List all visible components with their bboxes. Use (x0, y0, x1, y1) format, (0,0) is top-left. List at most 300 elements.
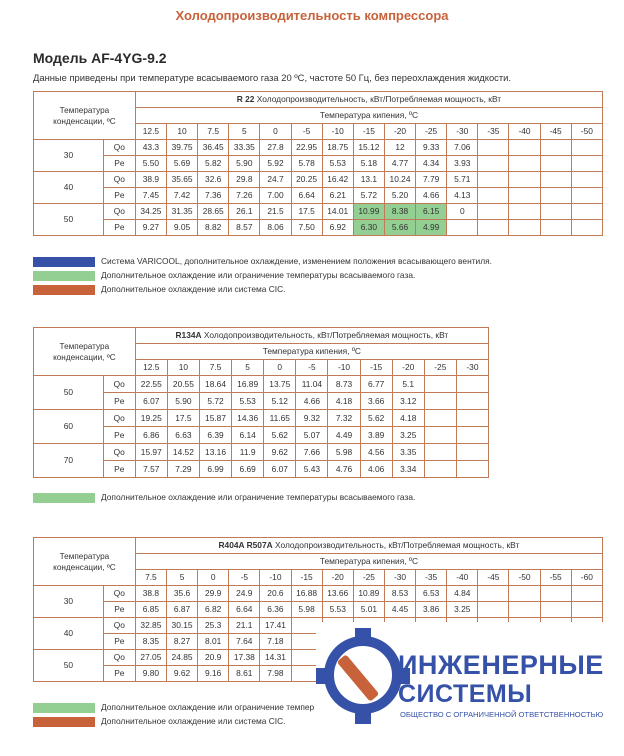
evaporating-temp-cell: -35 (478, 124, 509, 140)
value-cell: 13.16 (199, 444, 231, 461)
value-cell: 17.38 (229, 650, 260, 666)
value-cell (424, 376, 456, 393)
value-cell: 8.38 (384, 204, 415, 220)
value-cell: 11.04 (296, 376, 328, 393)
value-cell: 35.65 (166, 172, 197, 188)
legend-swatch (33, 493, 95, 503)
value-cell (478, 156, 509, 172)
value-cell: 27.05 (135, 650, 166, 666)
condensing-temp-cell: 50 (34, 650, 104, 682)
legend-swatch (33, 717, 95, 727)
row-label: Qo (103, 172, 135, 188)
value-cell: 5.90 (229, 156, 260, 172)
page-title: Холодопроизводительность компрессора (175, 8, 449, 23)
value-cell: 8.73 (328, 376, 360, 393)
row-label: Qo (103, 586, 135, 602)
value-cell (509, 188, 540, 204)
value-cell: 5.43 (296, 461, 328, 478)
evaporating-temp-cell: -40 (509, 124, 540, 140)
value-cell (540, 220, 571, 236)
value-cell: 5.07 (296, 427, 328, 444)
value-cell (478, 602, 509, 618)
condensing-temp-cell: 30 (34, 586, 104, 618)
value-cell (509, 586, 540, 602)
evaporating-temp-header: Температура кипения, ºС (135, 554, 602, 570)
value-cell: 19.25 (135, 410, 167, 427)
value-cell (478, 586, 509, 602)
value-cell: 29.8 (229, 172, 260, 188)
value-cell: 4.76 (328, 461, 360, 478)
value-cell (478, 204, 509, 220)
condensing-temp-cell: 50 (34, 376, 104, 410)
value-cell: 4.49 (328, 427, 360, 444)
condensing-temp-header: Температура конденсации, ºС (34, 538, 136, 586)
row-label: Qo (103, 444, 135, 461)
value-cell: 6.15 (416, 204, 447, 220)
evaporating-temp-cell: 5 (229, 124, 260, 140)
value-cell: 4.56 (360, 444, 392, 461)
evaporating-temp-cell: -35 (416, 570, 447, 586)
value-cell: 3.25 (392, 427, 424, 444)
evaporating-temp-cell: 12.5 (135, 124, 166, 140)
row-label: Pe (103, 188, 135, 204)
value-cell: 6.82 (198, 602, 229, 618)
evaporating-temp-cell: -25 (353, 570, 384, 586)
value-cell: 4.99 (416, 220, 447, 236)
value-cell: 17.5 (167, 410, 199, 427)
evaporating-temp-cell: -55 (540, 570, 571, 586)
value-cell (456, 410, 488, 427)
value-cell: 38.9 (135, 172, 166, 188)
value-cell: 6.77 (360, 376, 392, 393)
row-label: Qo (103, 204, 135, 220)
value-cell: 15.12 (353, 140, 384, 156)
value-cell: 5.66 (384, 220, 415, 236)
value-cell: 9.27 (135, 220, 166, 236)
evaporating-temp-cell: -10 (260, 570, 291, 586)
legend-swatch (33, 271, 95, 281)
value-cell: 8.61 (229, 666, 260, 682)
value-cell: 4.45 (384, 602, 415, 618)
value-cell: 7.79 (416, 172, 447, 188)
value-cell: 7.57 (135, 461, 167, 478)
value-cell: 14.52 (167, 444, 199, 461)
value-cell: 5.53 (322, 156, 353, 172)
value-cell (540, 140, 571, 156)
value-cell: 7.32 (328, 410, 360, 427)
value-cell (571, 602, 602, 618)
value-cell: 7.36 (198, 188, 229, 204)
evaporating-temp-cell: -10 (322, 124, 353, 140)
value-cell: 10.99 (353, 204, 384, 220)
value-cell: 9.32 (296, 410, 328, 427)
value-cell: 4.34 (416, 156, 447, 172)
legend-text: Дополнительное охлаждение или ограничение температуры всасываемого газа. (101, 492, 416, 502)
value-cell (424, 461, 456, 478)
value-cell: 9.62 (264, 444, 296, 461)
value-cell: 35.6 (166, 586, 197, 602)
value-cell: 11.9 (232, 444, 264, 461)
value-cell (478, 220, 509, 236)
value-cell: 5.90 (167, 393, 199, 410)
value-cell: 7.26 (229, 188, 260, 204)
value-cell: 14.01 (322, 204, 353, 220)
value-cell: 5.50 (135, 156, 166, 172)
value-cell: 39.75 (166, 140, 197, 156)
value-cell: 4.18 (328, 393, 360, 410)
value-cell: 5.82 (198, 156, 229, 172)
value-cell (571, 172, 602, 188)
value-cell: 24.85 (166, 650, 197, 666)
value-cell: 4.66 (416, 188, 447, 204)
table-row (34, 204, 603, 220)
value-cell: 25.3 (198, 618, 229, 634)
value-cell: 6.85 (135, 602, 166, 618)
evaporating-temp-cell: 7.5 (199, 360, 231, 376)
value-cell (456, 444, 488, 461)
value-cell: 20.25 (291, 172, 322, 188)
table-row (34, 140, 603, 156)
evaporating-temp-cell: 7.5 (135, 570, 166, 586)
table-row (34, 156, 603, 172)
value-cell: 5.12 (264, 393, 296, 410)
value-cell (456, 427, 488, 444)
value-cell: 10.24 (384, 172, 415, 188)
evaporating-temp-cell: -15 (360, 360, 392, 376)
value-cell: 4.18 (392, 410, 424, 427)
value-cell: 32.6 (198, 172, 229, 188)
value-cell (571, 220, 602, 236)
value-cell: 5.92 (260, 156, 291, 172)
value-cell (509, 220, 540, 236)
value-cell: 5.1 (392, 376, 424, 393)
value-cell: 16.42 (322, 172, 353, 188)
value-cell: 20.9 (198, 650, 229, 666)
evaporating-temp-cell: 5 (232, 360, 264, 376)
evaporating-temp-cell: -5 (296, 360, 328, 376)
evaporating-temp-cell: 10 (167, 360, 199, 376)
value-cell: 28.65 (198, 204, 229, 220)
value-cell: 5.98 (328, 444, 360, 461)
value-cell (571, 156, 602, 172)
value-cell: 8.82 (198, 220, 229, 236)
value-cell (478, 172, 509, 188)
evaporating-temp-cell: -5 (291, 124, 322, 140)
value-cell: 5.01 (353, 602, 384, 618)
conditions-note: Данные приведены при температуре всасываемого газа 20 ºC, частоте 50 Гц, без переохлаждения жидкости. (33, 72, 511, 83)
value-cell: 6.36 (260, 602, 291, 618)
legend-text: Дополнительное охлаждение или ограничение темпер (101, 702, 315, 712)
table-row (34, 444, 489, 461)
value-cell (540, 172, 571, 188)
value-cell: 6.64 (229, 602, 260, 618)
row-label: Pe (103, 156, 135, 172)
evaporating-temp-cell: -15 (353, 124, 384, 140)
value-cell: 7.18 (260, 634, 291, 650)
value-cell (478, 140, 509, 156)
value-cell: 9.33 (416, 140, 447, 156)
table-row (34, 410, 489, 427)
r22-performance-table (33, 91, 603, 236)
value-cell (540, 188, 571, 204)
value-cell: 8.27 (166, 634, 197, 650)
value-cell: 6.07 (135, 393, 167, 410)
value-cell (509, 140, 540, 156)
value-cell: 9.16 (198, 666, 229, 682)
value-cell: 17.5 (291, 204, 322, 220)
value-cell: 38.8 (135, 586, 166, 602)
evaporating-temp-cell: 5 (166, 570, 197, 586)
value-cell: 24.7 (260, 172, 291, 188)
value-cell: 6.64 (291, 188, 322, 204)
row-label: Qo (103, 376, 135, 393)
model-title: Модель AF-4YG-9.2 (33, 50, 167, 66)
value-cell: 29.9 (198, 586, 229, 602)
evaporating-temp-cell: 7.5 (198, 124, 229, 140)
value-cell: 3.25 (447, 602, 478, 618)
company-logo (316, 622, 606, 734)
value-cell: 31.35 (166, 204, 197, 220)
evaporating-temp-cell: -20 (392, 360, 424, 376)
value-cell (509, 204, 540, 220)
value-cell: 5.78 (291, 156, 322, 172)
value-cell: 3.89 (360, 427, 392, 444)
row-label: Pe (103, 666, 135, 682)
value-cell (540, 586, 571, 602)
value-cell: 3.66 (360, 393, 392, 410)
row-label: Qo (103, 618, 135, 634)
value-cell: 5.62 (360, 410, 392, 427)
value-cell (447, 220, 478, 236)
value-cell: 6.69 (232, 461, 264, 478)
table-row (34, 586, 603, 602)
value-cell: 5.98 (291, 602, 322, 618)
value-cell: 4.84 (447, 586, 478, 602)
evaporating-temp-cell: -25 (416, 124, 447, 140)
value-cell: 10.89 (353, 586, 384, 602)
value-cell: 8.35 (135, 634, 166, 650)
value-cell (571, 188, 602, 204)
evaporating-temp-cell: 0 (264, 360, 296, 376)
logo-text-line1: ИНЖЕНЕРНЫЕ (398, 650, 604, 680)
value-cell: 6.86 (135, 427, 167, 444)
value-cell (424, 444, 456, 461)
evaporating-temp-header: Температура кипения, ºС (135, 344, 488, 360)
value-cell: 18.64 (199, 376, 231, 393)
value-cell: 7.50 (291, 220, 322, 236)
row-label: Pe (103, 220, 135, 236)
row-label: Qo (103, 140, 135, 156)
row-label: Pe (103, 602, 135, 618)
value-cell: 18.75 (322, 140, 353, 156)
logo-subtitle: ОБЩЕСТВО С ОГРАНИЧЕННОЙ ОТВЕТСТВЕННОСТЬЮ (400, 710, 604, 719)
value-cell (456, 461, 488, 478)
value-cell: 6.39 (199, 427, 231, 444)
evaporating-temp-cell: -20 (384, 124, 415, 140)
value-cell: 15.97 (135, 444, 167, 461)
row-label: Pe (103, 461, 135, 478)
value-cell: 5.62 (264, 427, 296, 444)
value-cell (571, 140, 602, 156)
evaporating-temp-cell: 0 (198, 570, 229, 586)
evaporating-temp-cell: -10 (328, 360, 360, 376)
table-row (34, 188, 603, 204)
evaporating-temp-cell: 10 (166, 124, 197, 140)
value-cell: 5.72 (199, 393, 231, 410)
value-cell: 5.71 (447, 172, 478, 188)
value-cell: 4.66 (296, 393, 328, 410)
value-cell: 4.13 (447, 188, 478, 204)
value-cell: 3.12 (392, 393, 424, 410)
value-cell (540, 204, 571, 220)
legend-text: Дополнительное охлаждение или ограничение температуры всасываемого газа. (101, 270, 416, 280)
value-cell: 9.80 (135, 666, 166, 682)
value-cell: 6.30 (353, 220, 384, 236)
legend-swatch (33, 285, 95, 295)
table-row (34, 172, 603, 188)
value-cell: 36.45 (198, 140, 229, 156)
value-cell: 20.6 (260, 586, 291, 602)
condensing-temp-cell: 60 (34, 410, 104, 444)
evaporating-temp-cell: -30 (456, 360, 488, 376)
evaporating-temp-cell: -50 (571, 124, 602, 140)
refrigerant-header: R134A Холодопроизводительность, кВт/Потребляемая мощность, кВт (135, 328, 488, 344)
value-cell (540, 156, 571, 172)
legend-text: Дополнительное охлаждение или система CIC. (101, 284, 286, 294)
table-row (34, 376, 489, 393)
row-label: Qo (103, 650, 135, 666)
value-cell: 9.05 (166, 220, 197, 236)
value-cell: 6.07 (264, 461, 296, 478)
value-cell (509, 172, 540, 188)
value-cell (456, 393, 488, 410)
legend-swatch (33, 257, 95, 267)
evaporating-temp-header: Температура кипения, ºС (135, 108, 602, 124)
value-cell: 4.77 (384, 156, 415, 172)
condensing-temp-cell: 40 (34, 618, 104, 650)
value-cell: 33.35 (229, 140, 260, 156)
evaporating-temp-cell: -45 (540, 124, 571, 140)
condensing-temp-header: Температура конденсации, ºС (34, 92, 136, 140)
value-cell: 3.93 (447, 156, 478, 172)
value-cell: 6.92 (322, 220, 353, 236)
value-cell: 6.99 (199, 461, 231, 478)
row-label: Pe (103, 427, 135, 444)
value-cell (571, 204, 602, 220)
value-cell: 22.95 (291, 140, 322, 156)
value-cell: 14.36 (232, 410, 264, 427)
value-cell: 43.3 (135, 140, 166, 156)
value-cell: 7.00 (260, 188, 291, 204)
value-cell (571, 586, 602, 602)
value-cell (424, 427, 456, 444)
value-cell: 6.21 (322, 188, 353, 204)
condensing-temp-cell: 40 (34, 172, 104, 204)
value-cell: 6.63 (167, 427, 199, 444)
value-cell (456, 376, 488, 393)
value-cell: 21.1 (229, 618, 260, 634)
value-cell: 14.31 (260, 650, 291, 666)
condensing-temp-cell: 30 (34, 140, 104, 172)
value-cell: 26.1 (229, 204, 260, 220)
evaporating-temp-cell: -50 (509, 570, 540, 586)
value-cell (424, 410, 456, 427)
value-cell: 15.87 (199, 410, 231, 427)
evaporating-temp-cell: -5 (229, 570, 260, 586)
refrigerant-header: R 22 Холодопроизводительность, кВт/Потребляемая мощность, кВт (135, 92, 602, 108)
value-cell (509, 156, 540, 172)
value-cell: 34.25 (135, 204, 166, 220)
value-cell: 7.66 (296, 444, 328, 461)
table-row (34, 602, 603, 618)
value-cell: 22.55 (135, 376, 167, 393)
value-cell: 5.53 (232, 393, 264, 410)
value-cell: 8.06 (260, 220, 291, 236)
value-cell: 12 (384, 140, 415, 156)
value-cell: 8.01 (198, 634, 229, 650)
value-cell: 24.9 (229, 586, 260, 602)
value-cell (478, 188, 509, 204)
value-cell: 7.42 (166, 188, 197, 204)
value-cell: 6.53 (416, 586, 447, 602)
value-cell: 3.86 (416, 602, 447, 618)
value-cell (424, 393, 456, 410)
value-cell: 7.45 (135, 188, 166, 204)
value-cell: 13.66 (322, 586, 353, 602)
value-cell: 17.41 (260, 618, 291, 634)
table-row (34, 220, 603, 236)
evaporating-temp-cell: 0 (260, 124, 291, 140)
value-cell: 5.18 (353, 156, 384, 172)
value-cell: 32.85 (135, 618, 166, 634)
value-cell: 7.98 (260, 666, 291, 682)
value-cell: 16.89 (232, 376, 264, 393)
value-cell (509, 602, 540, 618)
value-cell: 8.53 (384, 586, 415, 602)
value-cell: 5.20 (384, 188, 415, 204)
value-cell: 3.35 (392, 444, 424, 461)
value-cell (540, 602, 571, 618)
r134a-performance-table (33, 327, 489, 478)
value-cell: 5.53 (322, 602, 353, 618)
value-cell: 13.75 (264, 376, 296, 393)
evaporating-temp-cell: -45 (478, 570, 509, 586)
condensing-temp-cell: 70 (34, 444, 104, 478)
value-cell: 6.87 (166, 602, 197, 618)
value-cell: 27.8 (260, 140, 291, 156)
value-cell: 6.14 (232, 427, 264, 444)
evaporating-temp-cell: -60 (571, 570, 602, 586)
row-label: Pe (103, 393, 135, 410)
value-cell: 5.69 (166, 156, 197, 172)
evaporating-temp-cell: -30 (447, 124, 478, 140)
value-cell: 0 (447, 204, 478, 220)
evaporating-temp-cell: -30 (384, 570, 415, 586)
value-cell: 9.62 (166, 666, 197, 682)
row-label: Pe (103, 634, 135, 650)
refrigerant-header: R404A R507A Холодопроизводительность, кВт/Потребляемая мощность, кВт (135, 538, 602, 554)
value-cell: 21.5 (260, 204, 291, 220)
evaporating-temp-cell: -25 (424, 360, 456, 376)
evaporating-temp-cell: -15 (291, 570, 322, 586)
condensing-temp-header: Температура конденсации, ºС (34, 328, 136, 376)
value-cell: 7.64 (229, 634, 260, 650)
value-cell: 13.1 (353, 172, 384, 188)
row-label: Qo (103, 410, 135, 427)
evaporating-temp-cell: -40 (447, 570, 478, 586)
value-cell: 8.57 (229, 220, 260, 236)
value-cell: 20.55 (167, 376, 199, 393)
